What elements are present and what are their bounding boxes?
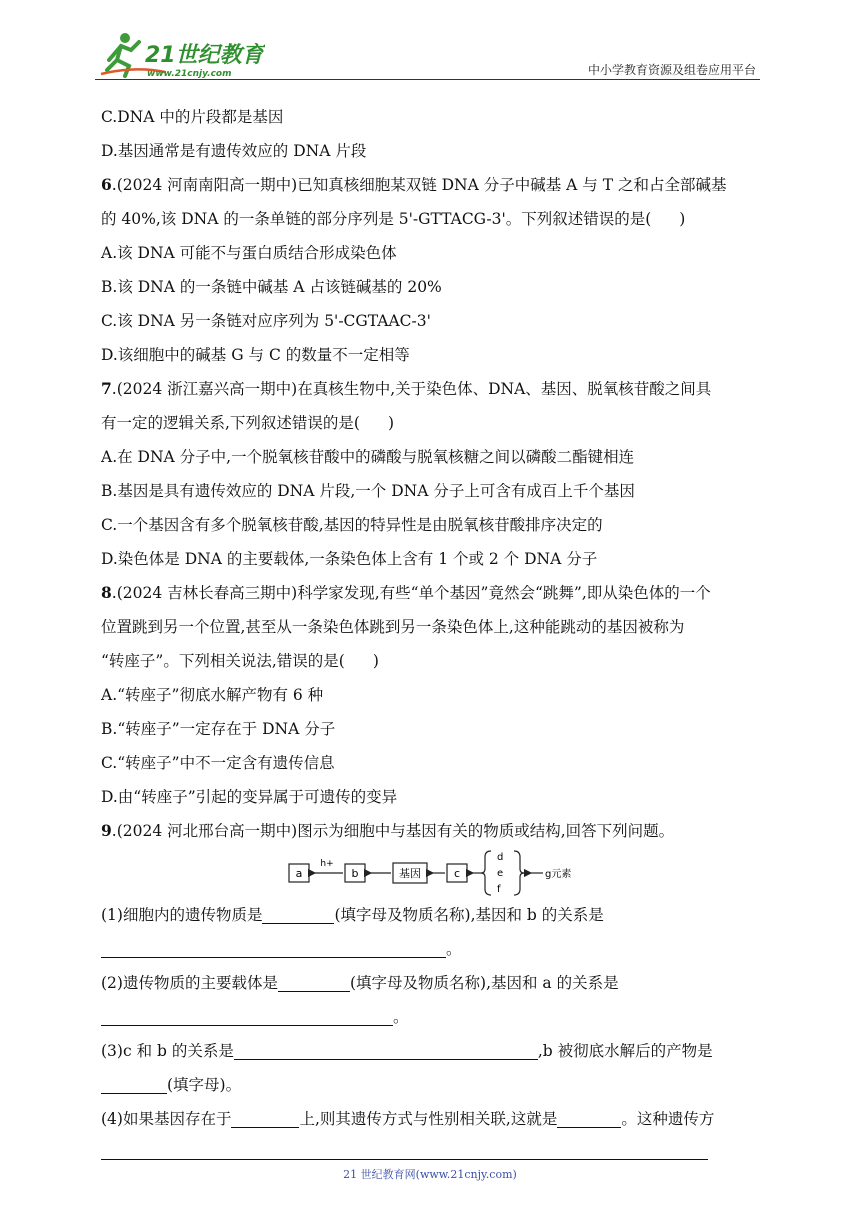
footer-divider [101,1159,708,1160]
svg-text:d: d [497,852,504,863]
svg-text:b: b [351,867,359,880]
q8-option-c: C.“转座子”中不一定含有遗传信息 [101,754,335,772]
answer-blank[interactable] [231,1109,299,1128]
svg-text:e: e [497,868,504,879]
answer-blank[interactable] [557,1109,621,1128]
question-8-stem: 8.(2024 吉林长春高三期中)科学家发现,有些“单个基因”竟然会“跳舞”,即从染色体的一个 [101,583,711,602]
q8-option-d: D.由“转座子”引起的变异属于可遗传的变异 [101,788,398,806]
svg-text:21世纪教育: 21世纪教育 [145,43,264,68]
subquestion-1-cont: 。 [101,932,766,966]
answer-blank[interactable] [101,1007,393,1026]
answer-blank[interactable] [101,939,446,958]
question-7-stem: 7.(2024 浙江嘉兴高一期中)在真核生物中,关于染色体、DNA、基因、脱氧核苷酸之间具 [101,379,712,398]
svg-text:h+: h+ [320,859,334,869]
question-8-stem-end: “转座子”。下列相关说法,错误的是( ) [101,652,379,670]
brace [481,851,491,895]
q7-option-c: C.一个基因含有多个脱氧核苷酸,基因的特异性是由脱氧核苷酸排序决定的 [101,516,603,534]
question-9-stem: 9.(2024 河北邢台高一期中)图示为细胞中与基因有关的物质或结构,回答下列问题。 [101,821,675,840]
answer-blank[interactable] [101,1075,167,1094]
header-divider [95,79,760,80]
answer-blank[interactable] [234,1041,538,1060]
answer-blank[interactable] [262,905,334,924]
question-content [101,100,766,1136]
subquestion-3: (3)c 和 b 的关系是 ,b 被彻底水解后的产物是 [101,1042,713,1060]
subquestion-2-cont: 。 [101,1000,766,1034]
q7-option-d: D.染色体是 DNA 的主要载体,一条染色体上含有 1 个或 2 个 DNA 分子 [101,550,598,568]
question-6-stem: 6.(2024 河南南阳高一期中)已知真核细胞某双链 DNA 分子中碱基 A 与 T 之和占全部碱基 [101,175,727,194]
page-footer: 21 世纪教育网(www.21cnjy.com) [343,1168,517,1181]
svg-text:www.21cnjy.com: www.21cnjy.com [147,69,232,79]
page-header [95,30,760,82]
question-number: 9 [101,821,112,840]
platform-name: 中小学教育资源及组卷应用平台 [587,63,756,77]
q6-option-d: D.该细胞中的碱基 G 与 C 的数量不一定相等 [101,346,410,364]
svg-text:a: a [295,867,303,880]
q7-option-a: A.在 DNA 分子中,一个脱氧核苷酸中的磷酸与脱氧核糖之间以磷酸二酯键相连 [101,448,635,466]
question-8-stem-cont: 位置跳到另一个位置,甚至从一条染色体跳到另一条染色体上,这种能跳动的基因被称为 [101,618,685,636]
subquestion-1: (1)细胞内的遗传物质是 (填字母及物质名称),基因和 b 的关系是 [101,906,604,924]
question-number: 7 [101,379,112,398]
subquestion-3-cont: (填字母)。 [101,1068,766,1102]
subquestion-2: (2)遗传物质的主要载体是 (填字母及物质名称),基因和 a 的关系是 [101,974,619,992]
svg-text:g元素: g元素 [545,869,572,880]
site-logo [95,30,265,80]
q6-option-a: A.该 DNA 可能不与蛋白质结合形成染色体 [101,244,397,262]
subquestion-4: (4)如果基因存在于 上,则其遗传方式与性别相关联,这就是 。这种遗传方 [101,1110,715,1128]
question-number: 6 [101,175,112,194]
gene-relation-diagram [101,848,766,898]
answer-blank[interactable] [278,973,350,992]
q6-option-b: B.该 DNA 的一条链中碱基 A 占该链碱基的 20% [101,278,442,296]
question-7-stem-cont: 有一定的逻辑关系,下列叙述错误的是( ) [101,414,395,432]
svg-text:c: c [453,867,461,880]
q6-option-c: C.该 DNA 另一条链对应序列为 5'-CGTAAC-3' [101,312,431,330]
svg-text:基因: 基因 [399,867,421,880]
svg-text:f: f [497,884,501,895]
q7-option-b: B.基因是具有遗传效应的 DNA 片段,一个 DNA 分子上可含有成百上千个基因 [101,482,635,500]
option-d: D.基因通常是有遗传效应的 DNA 片段 [101,142,367,160]
question-number: 8 [101,583,112,602]
option-c: C.DNA 中的片段都是基因 [101,108,284,126]
q8-option-a: A.“转座子”彻底水解产物有 6 种 [101,686,324,704]
question-6-stem-cont: 的 40%,该 DNA 的一条单链的部分序列是 5'-GTTACG-3'。下列叙述错误的是( ) [101,210,686,228]
q8-option-b: B.“转座子”一定存在于 DNA 分子 [101,720,336,738]
